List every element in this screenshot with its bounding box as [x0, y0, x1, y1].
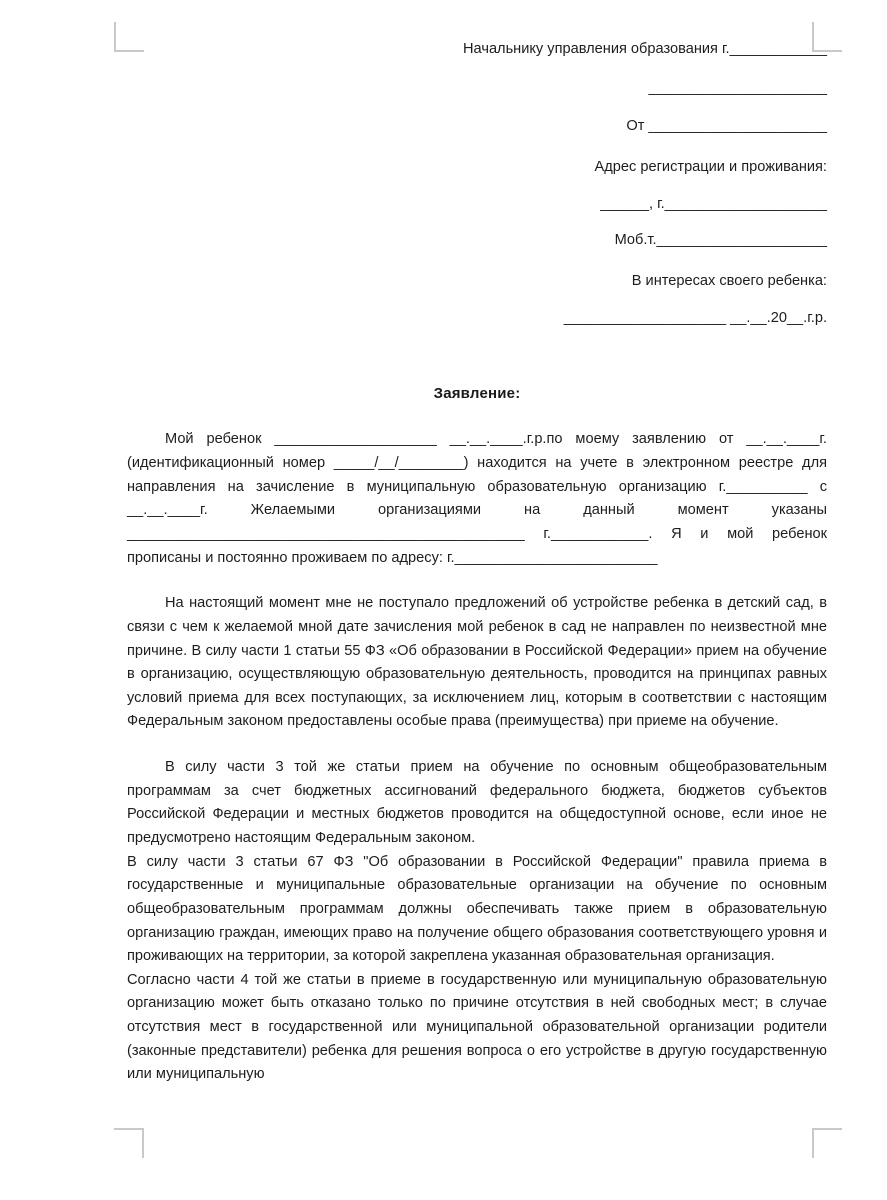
paragraph-no-offer: На настоящий момент мне не поступало предложений об устройстве ребенка в детский сад, в связи с чем к желаемой мной дате зачисления мой ребенок в сад не направлен по неизвестной мне причине. В силу части 1 статьи 55 ФЗ «Об образовании в Российской Федерации» прием на обучение в организацию, осуществляющую образовательную деятельность, проводится на принципах равных условий приема для всех поступающих, за исключением лиц, которым в соответствии с настоящим Федеральным законом предоставлены особые права (преимущества) при приеме на обучение.	[127, 595, 827, 730]
crop-mark-bottom-right-icon	[812, 1128, 842, 1158]
paragraph-child-registry: Мой ребенок ____________________ __.__.____.г.р.по моему заявлению от __.__.____г. (идентификационный номер _____/__/________) находится на учете в электронном реестре для направления на зачисление в муниципальную образовательную организацию г.__________ с __.__.____г. Желаемыми организациями на данный момент указаны _________________________________________________ г.____________. Я и мой ребенок прописаны и постоянно проживаем по адресу: г._________________________	[127, 431, 827, 566]
applicant-from-line: От ______________________	[626, 118, 827, 135]
crop-mark-bottom-left-icon	[114, 1128, 144, 1158]
document-body	[127, 40, 827, 1087]
paragraph-article67: В силу части 3 статьи 67 ФЗ "Об образовании в Российской Федерации" правила приема в государственные и муниципальные образовательные организации на обучение по основным общеобразовательным программам должны обеспечивать также прием в образовательную организацию граждан, имеющих право на получение общего образования соответствующего уровня и проживающих на территории, за которой закреплена указанная образовательная организация.	[127, 853, 827, 965]
addressee-block	[127, 40, 827, 327]
phone-line: Моб.т._____________________	[614, 232, 827, 249]
addressee-blank-line: ______________________	[648, 79, 827, 96]
child-interest-label: В интересах своего ребенка:	[631, 273, 827, 290]
addressee-line: Начальнику управления образования г.____________	[463, 41, 827, 57]
paragraph-part3-same-article: В силу части 3 той же статьи прием на обучение по основным общеобразовательным программам за счет бюджетных ассигнований федерального бюджета, бюджетов субъектов Российской Федерации и местных бюджетов проводится на общедоступной основе, если иное не предусмотрено настоящим Федеральным законом.	[127, 759, 827, 846]
address-line: ______, г.____________________	[600, 195, 827, 212]
child-name-dob-line: ____________________ __.__.20__.г.р.	[563, 309, 827, 326]
address-label: Адрес регистрации и проживания:	[594, 159, 827, 176]
document-title: Заявление:	[433, 385, 521, 403]
paragraph-part4-refusal: Согласно части 4 той же статьи в приеме в государственную или муниципальную образовательную организацию может быть отказано только по причине отсутствия в ней свободных мест; в случае отсутствия мест в государственной или муниципальной образовательной организации родители (законные представители) ребенка для решения вопроса о его устройстве в другую государственную или муниципальную	[127, 971, 827, 1083]
